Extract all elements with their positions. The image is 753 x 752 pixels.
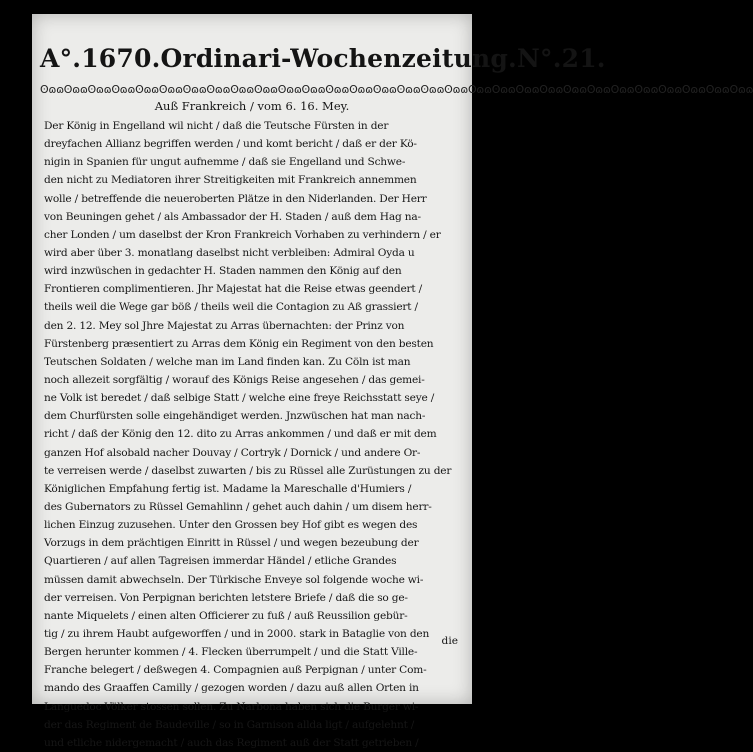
- text-line: Der König in Engelland wil nicht / daß die Teutsche Fürsten in der: [44, 120, 389, 132]
- masthead-year: A°.1670.: [40, 44, 161, 73]
- text-line: noch allezeit sorgfältig / worauf des Königs Reise angesehen / das gemei-: [44, 373, 425, 386]
- text-line: mando des Graaffen Camilly / gezogen worden / dazu auß allen Orten in: [44, 682, 419, 695]
- text-line: dem Churfürsten solle eingehändiget werden. Jnzwüschen hat man nach-: [44, 410, 426, 423]
- masthead-title: Ordinari-Wochenzeitung.: [160, 44, 517, 73]
- text-line: wird aber über 3. monatlang daselbst nicht verbleiben: Admiral Oyda u: [44, 246, 415, 259]
- text-line: ganzen Hof alsobald nacher Douvay / Cortryk / Dornick / und andere Or-: [44, 446, 421, 459]
- text-line: ne Volk ist beredet / daß selbige Statt / welche eine freye Reichsstatt seye /: [44, 392, 435, 405]
- text-line: den 2. 12. Mey sol Jhre Majestat zu Arras übernachten: der Prinz von: [44, 319, 405, 332]
- text-line: Fürstenberg præsentiert zu Arras dem König ein Regiment von den besten: [44, 337, 434, 350]
- ornamental-border: ʘɷɷʘɷɷʘɷɷʘɷɷʘɷɷʘɷɷʘɷɷʘɷɷʘɷɷʘɷɷʘɷɷʘɷɷʘɷɷʘɷɷʘɷɷʘɷɷʘɷɷʘɷɷʘɷɷʘɷɷʘɷɷʘɷɷʘɷɷʘɷɷʘɷɷʘɷɷʘɷɷʘɷɷʘɷɷʘɷɷ: [40, 83, 753, 96]
- text-line: Languedoc Völker stossen sollen. Zu Narbona haben sich die Burger wi-: [44, 700, 419, 713]
- dateline: Auß Frankreich / vom 6. 16. Mey.: [154, 99, 350, 113]
- text-line: Bergen herunter kommen / 4. Flecken überrumpelt / und die Statt Ville-: [44, 646, 418, 659]
- text-line: tig / zu ihrem Haubt aufgeworffen / und in 2000. stark in Bataglie von den: [44, 627, 430, 640]
- catchword: die: [441, 635, 458, 647]
- text-line: von Beuningen gehet / als Ambassador der H. Staden / auß dem Hag na-: [44, 210, 421, 223]
- text-line: nigin in Spanien für ungut aufnemme / daß sie Engelland und Schwe-: [44, 156, 406, 169]
- masthead: [40, 44, 606, 82]
- text-line: Königlichen Empfahung fertig ist. Madame la Mareschalle d'Humiers /: [44, 482, 412, 495]
- text-line: wird inzwüschen in gedachter H. Staden nammen den König auf den: [44, 265, 402, 278]
- text-line: richt / daß der König den 12. dito zu Arras ankommen / und daß er mit dem: [44, 428, 437, 441]
- text-line: müssen damit abwechseln. Der Türkische Enveye sol folgende woche wi-: [44, 573, 424, 586]
- text-line: nante Miquelets / einen alten Officierer zu fuß / auß Reussilion gebür-: [44, 609, 408, 622]
- text-line: te verreisen werde / daselbst zuwarten / bis zu Rüssel alle Zurüstungen zu der: [44, 464, 452, 477]
- text-line: der verreisen. Von Perpignan berichten letstere Briefe / daß die so ge-: [44, 591, 408, 604]
- text-line: Franche belegert / deßwegen 4. Compagnien auß Perpignan / unter Com-: [44, 664, 427, 677]
- text-line: dreyfachen Allianz begriffen werden / und komt bericht / daß er der Kö-: [44, 138, 417, 151]
- newspaper-page: [32, 14, 753, 749]
- text-line: cher Londen / um daselbst der Kron Frankreich Vorhaben zu verhindern / er: [44, 228, 441, 241]
- text-line: theils weil die Wege gar böß / theils weil die Contagion zu Aß grassiert /: [44, 301, 418, 314]
- text-line: den nicht zu Mediatoren ihrer Streitigkeiten mit Frankreich annemmen: [44, 174, 417, 187]
- text-line: Quartieren / auf allen Tagreisen immerdar Händel / etliche Grandes: [44, 555, 397, 568]
- text-line: Vorzugs in dem prächtigen Einritt in Rüssel / und wegen bezeubung der: [44, 537, 419, 550]
- text-line: lichen Einzug zuzusehen. Unter den Grossen bey Hof gibt es wegen des: [44, 519, 418, 532]
- article-body: [44, 117, 462, 752]
- text-line: und etliche nidergemacht / auch das Regiment auß der Statt getrieben /: [44, 736, 419, 749]
- text-line: Teutschen Soldaten / welche man im Land finden kan. Zu Cöln ist man: [44, 355, 411, 368]
- masthead-number: N°.21.: [516, 44, 606, 73]
- text-line: des Gubernators zu Rüssel Gemahlinn / gehet auch dahin / um disem herr-: [44, 500, 432, 513]
- text-line: Frontieren complimentieren. Jhr Majestat hat die Reise etwas geendert /: [44, 283, 423, 296]
- text-line: wolle / betreffende die neueroberten Plätze in den Niderlanden. Der Herr: [44, 192, 427, 205]
- text-line: der das Regiment de Baudeville / so in Garnison allda ligt / aufgelehnt /: [44, 718, 415, 731]
